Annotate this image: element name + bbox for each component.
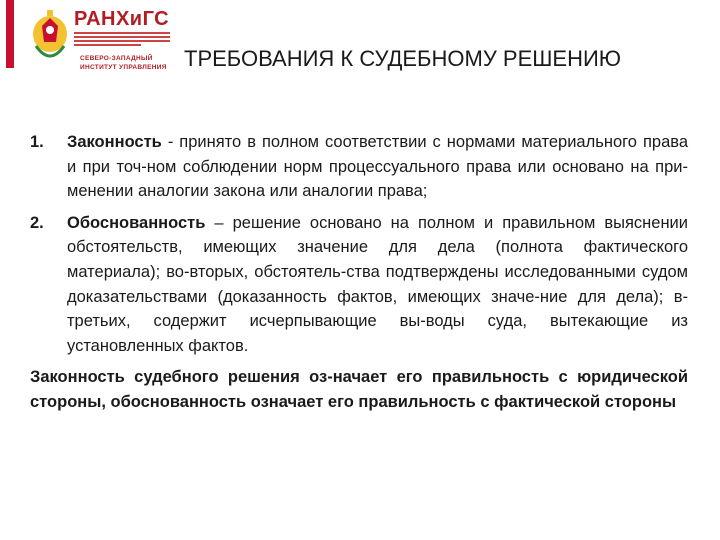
institution-logo (30, 6, 170, 76)
logo-subtitle-1: СЕВЕРО-ЗАПАДНЫЙ (80, 55, 153, 62)
list-item (30, 130, 688, 204)
slide-content (30, 130, 688, 415)
item-text: - принято в полном соответствии с нормами материального права и при точ-ном соблюдении норм процессуального права или основано на при-менении аналогии закона или аналогии права; (67, 133, 688, 201)
item-text: – решение основано на полном и правильном выяснении обстоятельств, имеющих значение для дела (полнота фактического материала); во-вторых, обстоятель-ства подтверждены исследованными судом доказательствами (доказанность фактов, имеющих значе-ние для дела); в-третьих, содержит исчерпывающие вы-воды суда, вытекающие из установленных фактов. (67, 213, 688, 355)
slide-title: ТРЕБОВАНИЯ К СУДЕБНОМУ РЕШЕНИЮ (184, 46, 622, 71)
logo-subtitle-2: ИНСТИТУТ УПРАВЛЕНИЯ (80, 64, 167, 71)
item-term: Обоснованность (67, 213, 206, 232)
emblem-icon (30, 6, 70, 68)
item-term: Законность (67, 133, 162, 151)
logo-name: РАНХиГС (74, 8, 170, 30)
list-item (30, 211, 688, 359)
item-number: 1. (30, 133, 44, 151)
conclusion-text: Законность судебного решения оз-начает его правильность с юридической стороны, обоснованность означает его правильность с фактической стороны (30, 368, 688, 411)
logo-small-lines (74, 32, 170, 48)
accent-bar (6, 0, 14, 68)
item-number: 2. (30, 213, 44, 232)
